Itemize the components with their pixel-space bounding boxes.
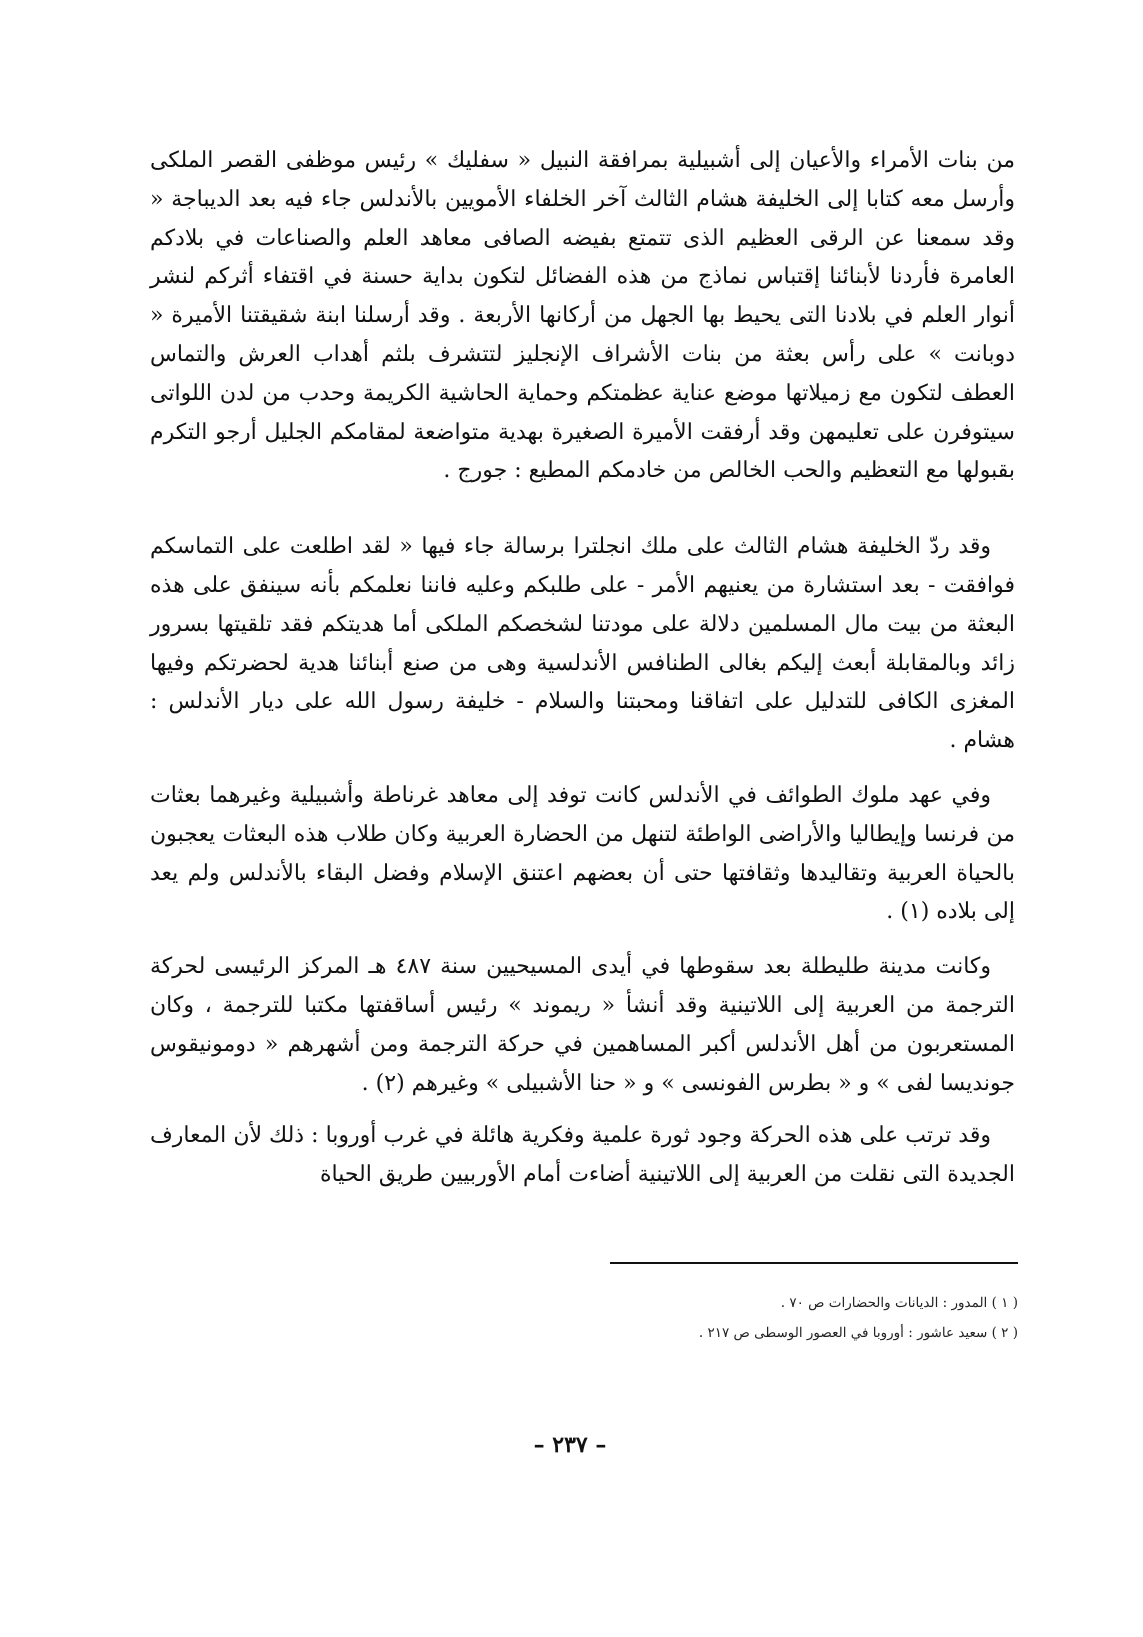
page-number: – ٢٣٧ – [533, 1432, 607, 1458]
footnote-divider [610, 1262, 1018, 1264]
paragraph-letter-george: من بنات الأمراء والأعيان إلى أشبيلية بمرافقة النبيل « سفليك » رئيس موظفى القصر الملكى وأرسل معه كتابا إلى الخليفة هشام الثالث آخر الخلفاء الأمويين بالأندلس جاء فيه بعد الديباجة « وقد سمعنا عن الرقى العظيم الذى تتمتع بفيضه الصافى معاهد العلم والصناعات في بلادكم العامرة فأردنا لأبنائنا إقتباس نماذج من هذه الفضائل لتكون بداية حسنة في اقتفاء أثركم لنشر أنوار العلم في بلادنا التى يحيط بها الجهل من أركانها الأربعة . وقد أرسلنا ابنة شقيقتنا الأميرة « دوبانت » على رأس بعثة من بنات الأشراف الإنجليز لتتشرف بلثم أهداب العرش والتماس العطف لتكون مع زميلاتها موضع عناية عظمتكم وحماية الحاشية الكريمة وحدب من لدن اللواتى سيتوفرن على تعليمهن وقد أرفقت الأميرة الصغيرة بهدية متواضعة لمقامكم الجليل أرجو التكرم بقبولها مع التعظيم والحب الخالص من خادمكم المطيع : جورج . [150, 148, 1015, 484]
footnotes [610, 1288, 1018, 1348]
paragraph-toledo-translation: وكانت مدينة طليطلة بعد سقوطها في أيدى المسيحيين سنة ٤٨٧ هـ المركز الرئيسى لحركة الترجمة من العربية إلى اللاتينية وقد أنشأ « ريموند » رئيس أساقفتها مكتبا للترجمة ، وكان المستعربون من أهل الأندلس أكبر المساهمين في حركة الترجمة ومن أشهرهم « دومونيقوس جونديسا لفى » و « بطرس الفونسى » و « حنا الأشبيلى » وغيرهم (٢) . [150, 954, 1015, 1096]
footnote-2: ( ٢ ) سعيد عاشور : أوروبا في العصور الوسطى ص ٢١٧ . [698, 1325, 1018, 1341]
footnote-1: ( ١ ) المدور : الديانات والحضارات ص ٧٠ . [780, 1295, 1018, 1311]
paragraph-taifa-missions: وفي عهد ملوك الطوائف في الأندلس كانت توفد إلى معاهد غرناطة وأشبيلية وغيرهما بعثات من فرنسا وإيطاليا والأراضى الواطئة لتنهل من الحضارة العربية وكان طلاب هذه البعثات يعجبون بالحياة العربية وتقاليدها وثقافتها حتى أن بعضهم اعتنق الإسلام وفضل البقاء بالأندلس ولم يعد إلى بلاده (١) . [150, 782, 1015, 925]
paragraph-reply-hisham: وقد ردّ الخليفة هشام الثالث على ملك انجلترا برسالة جاء فيها « لقد اطلعت على التماسكم فوافقت - بعد استشارة من يعنيهم الأمر - على طلبكم وعليه فاننا نعلمكم بأنه سينفق على هذه البعثة من بيت مال المسلمين دلالة على مودتنا لشخصكم الملكى أما هديتكم فقد تلقيتها بسرور زائد وبالمقابلة أبعث إليكم بغالى الطنافس الأندلسية وهى من صنع أبنائنا هدية لحضرتكم وفيها المغزى الكافى للتدليل على اتفاقنا ومحبتنا والسلام - خليفة رسول الله على ديار الأندلس : هشام . [150, 534, 1015, 754]
main-text [150, 142, 1015, 1195]
paragraph-scientific-revolution: وقد ترتب على هذه الحركة وجود ثورة علمية وفكرية هائلة في غرب أوروبا : ذلك لأن المعارف الجديدة التى نقلت من العربية إلى اللاتينية أضاءت أمام الأوربيين طريق الحياة [150, 1123, 1015, 1188]
